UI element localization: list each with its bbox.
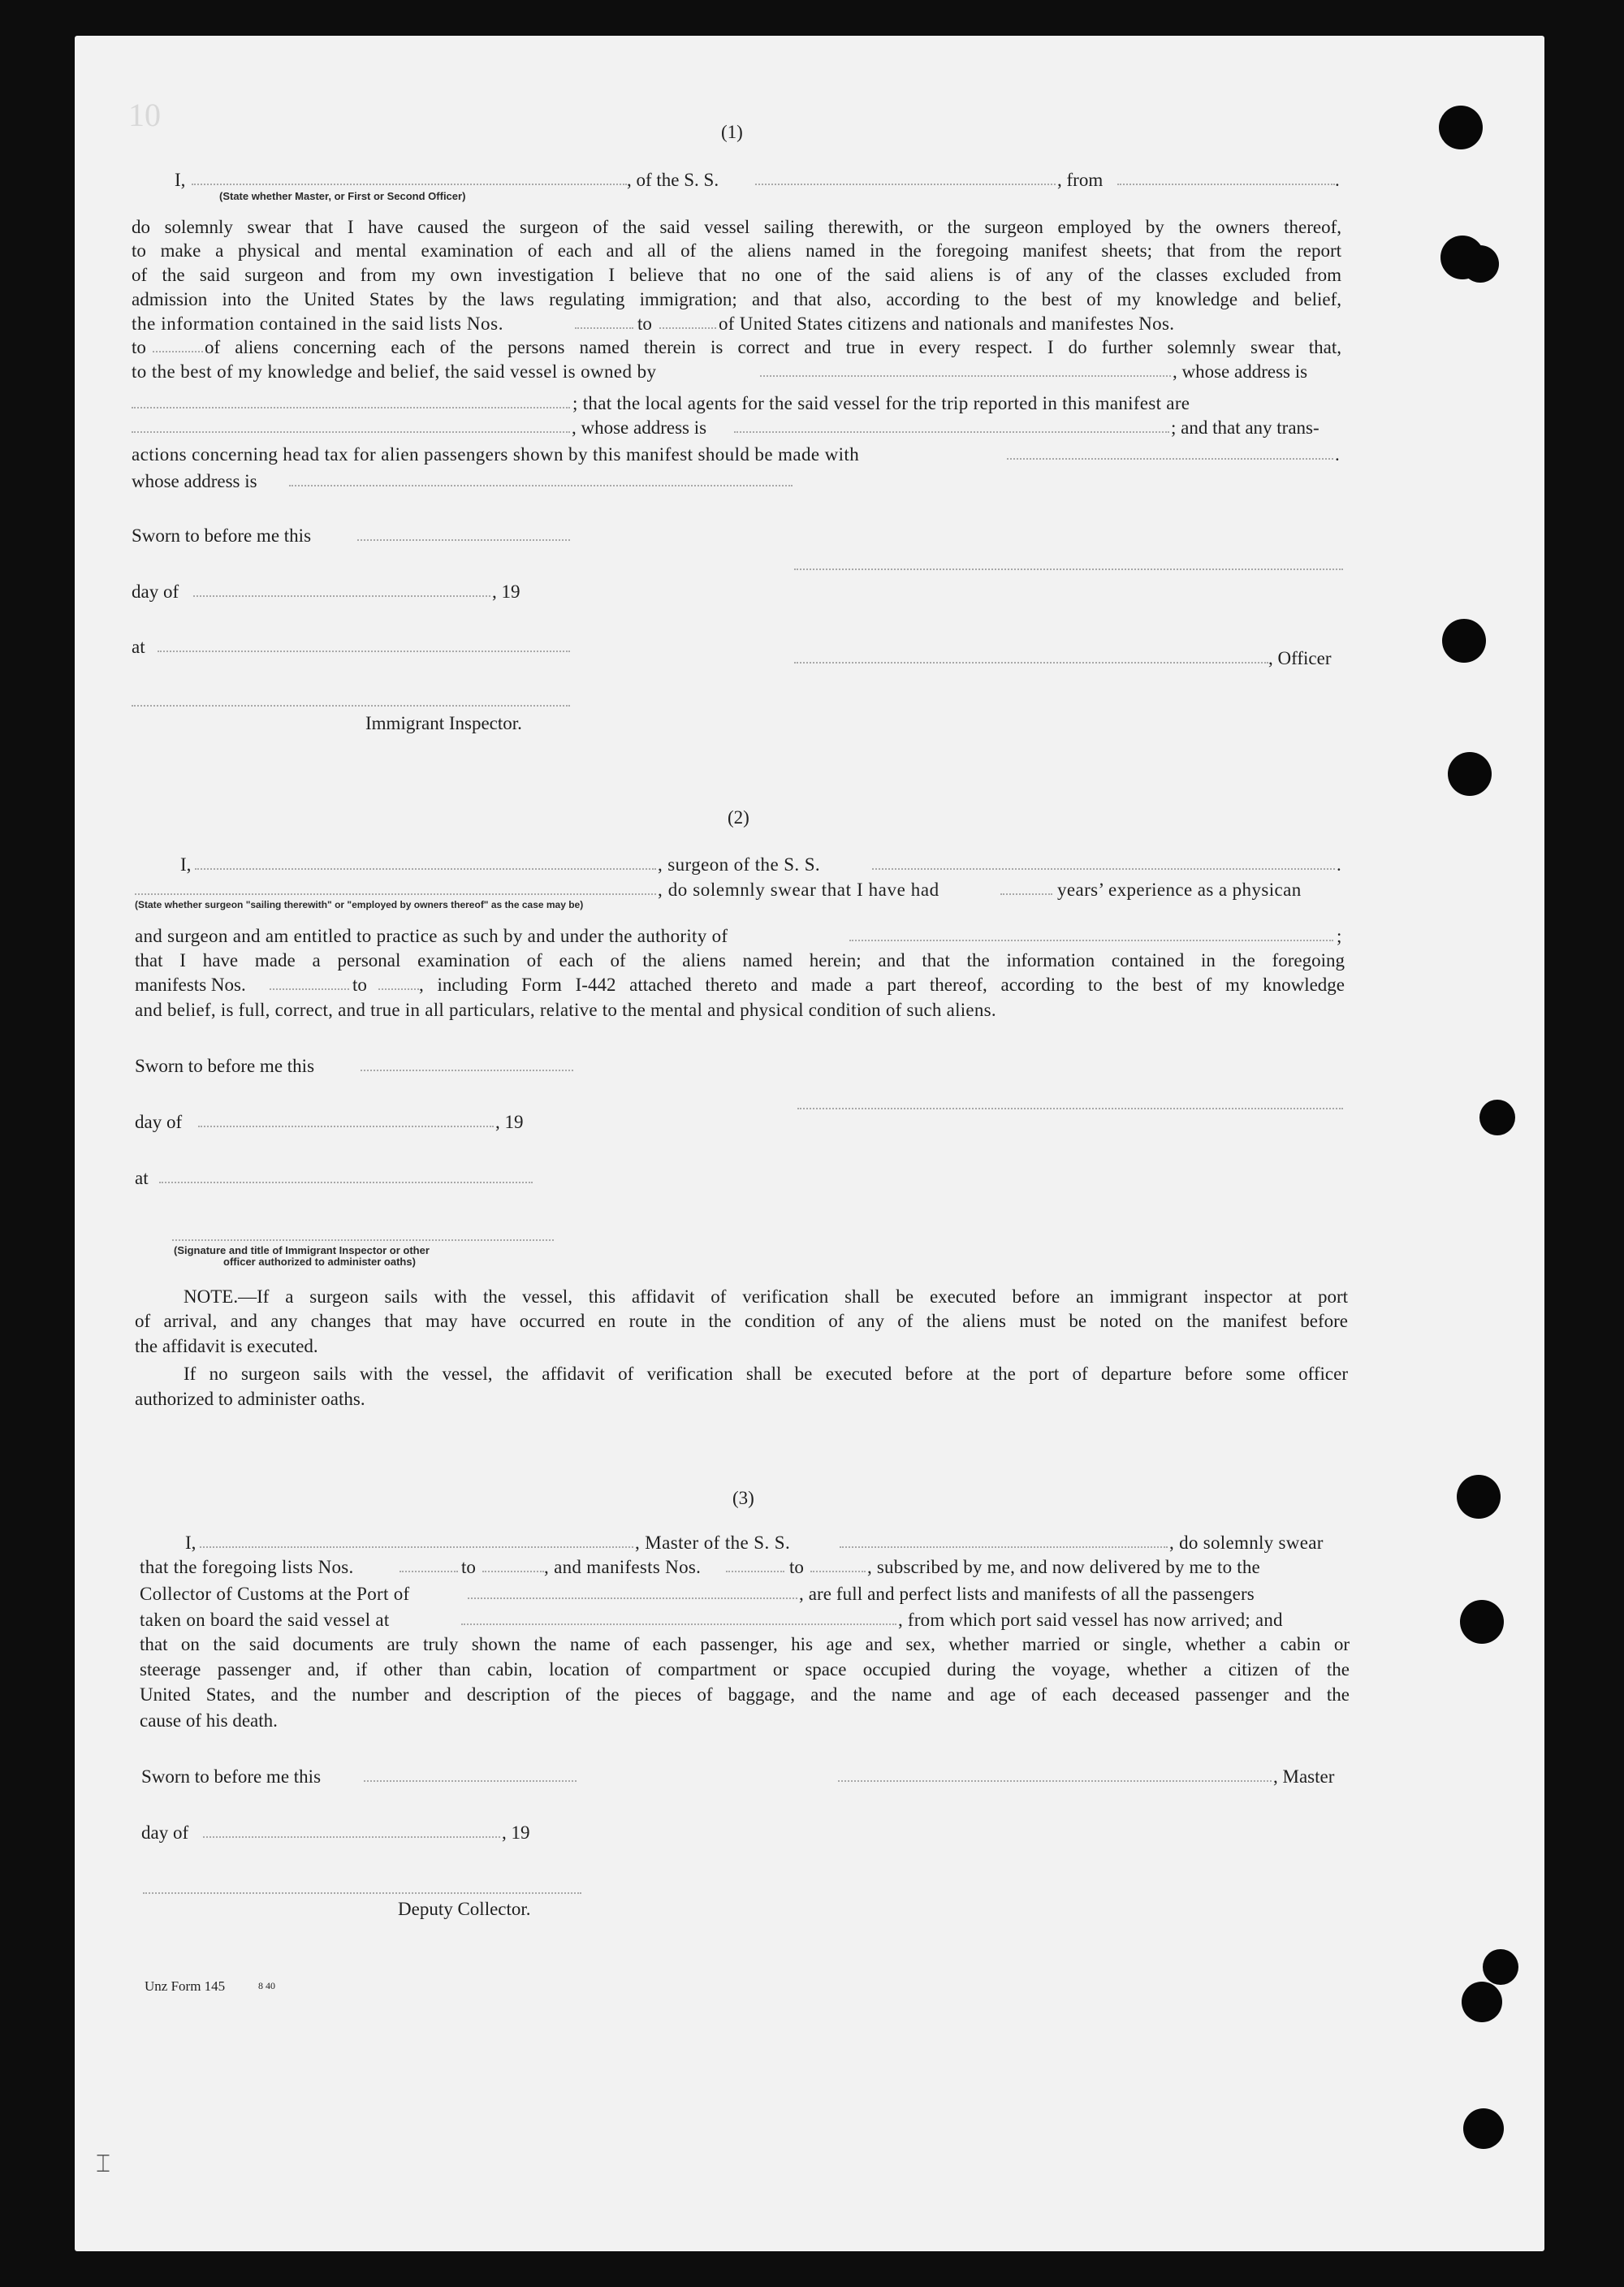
s1-para-line: do solemnly swear that I have caused the surgeon of the said vessel sailing therewith, or the surgeon employed by the owners thereof, xyxy=(132,217,1341,237)
s1-manifests-to-field[interactable] xyxy=(153,351,203,352)
s3-deputy-label: Deputy Collector. xyxy=(398,1899,531,1919)
s2-surgeon-signature-line[interactable] xyxy=(797,1108,1343,1109)
s1-label-i: I, xyxy=(175,170,186,190)
s1-text: to xyxy=(637,313,652,334)
s3-day-field[interactable] xyxy=(203,1836,500,1838)
s3-text: to xyxy=(461,1557,476,1577)
s1-text: , whose address is xyxy=(572,417,707,438)
s1-text: . xyxy=(1335,444,1340,465)
punch-hole xyxy=(1463,2108,1504,2149)
s1-para-line: admission into the United States by the laws regulating immigration; and that also, according to the best of my knowledge and belief, xyxy=(132,289,1341,309)
form-number: Unz Form 145 xyxy=(145,1978,226,1994)
s1-agents-field[interactable] xyxy=(132,431,570,433)
s2-inspector-signature-line[interactable] xyxy=(172,1239,554,1241)
s3-text: Collector of Customs at the Port of xyxy=(140,1584,410,1604)
s3-master-label: , Master xyxy=(1273,1766,1335,1787)
s3-dayof-label: day of xyxy=(141,1822,189,1843)
s3-text: that the foregoing lists Nos. xyxy=(140,1557,354,1577)
s3-manifests-from-field[interactable] xyxy=(726,1571,784,1572)
s3-text: , are full and perfect lists and manifests of all the passengers xyxy=(799,1584,1255,1604)
s1-from-field[interactable] xyxy=(1117,184,1335,185)
section-2-heading: (2) xyxy=(728,807,749,828)
s3-label-ss: , Master of the S. S. xyxy=(635,1533,791,1553)
s1-label-ss: , of the S. S. xyxy=(627,170,719,190)
s3-lists-to-field[interactable] xyxy=(482,1571,544,1572)
s3-text: , and manifests Nos. xyxy=(544,1557,702,1577)
s1-text: of United States citizens and nationals and manifestes Nos. xyxy=(719,313,1175,334)
s2-day-field[interactable] xyxy=(198,1126,494,1127)
s3-text: , from which port said vessel has now arrived; and xyxy=(898,1610,1283,1630)
s3-deputy-signature-line[interactable] xyxy=(143,1892,581,1894)
s1-text: , whose address is xyxy=(1173,361,1308,382)
s3-lists-from-field[interactable] xyxy=(400,1571,458,1572)
s1-inspector-signature-line[interactable] xyxy=(132,705,570,707)
s1-owner-address-field[interactable] xyxy=(132,407,570,409)
s1-text: whose address is xyxy=(132,471,257,491)
punch-hole xyxy=(1448,752,1492,796)
s1-text: actions concerning head tax for alien passengers shown by this manifest should be made with xyxy=(132,444,860,465)
s2-note-line: If no surgeon sails with the vessel, the affidavit of verification shall be executed before at the port of departure before some officer xyxy=(184,1364,1348,1384)
section-3-heading: (3) xyxy=(732,1488,754,1508)
s2-vessel-field[interactable] xyxy=(872,868,1335,870)
s3-manifests-to-field[interactable] xyxy=(810,1571,866,1572)
s2-para-line: and belief, is full, correct, and true in all particulars, relative to the mental and physical condition of such aliens. xyxy=(135,1000,996,1020)
s3-para-line: that on the said documents are truly shown the name of each passenger, his age and sex, whether married or single, whether a cabin or xyxy=(140,1634,1350,1654)
s3-year-label: , 19 xyxy=(502,1822,530,1843)
s1-vessel-field[interactable] xyxy=(755,184,1056,185)
s2-surgeon-type-field[interactable] xyxy=(135,893,656,895)
s1-owner-field[interactable] xyxy=(760,375,1171,377)
s2-manifests-from-field[interactable] xyxy=(270,988,349,990)
s2-note-line: authorized to administer oaths. xyxy=(135,1389,365,1409)
s1-para-line: to make a physical and mental examination of each and all of the aliens named in the foregoing manifest sheets; that from the report xyxy=(132,240,1341,261)
punch-hole xyxy=(1462,245,1499,283)
s1-agents-address-field[interactable] xyxy=(734,431,1169,433)
s3-master-signature-line[interactable] xyxy=(838,1780,1272,1782)
s2-year-label: , 19 xyxy=(495,1112,524,1132)
s2-surgeon-note: (State whether surgeon "sailing therewith" or "employed by owners thereof" as the case may be) xyxy=(135,899,584,910)
s1-officer-signature-line[interactable] xyxy=(794,569,1343,570)
s3-para-line: United States, and the number and description of the pieces of baggage, and the name and age of each deceased passenger and the xyxy=(140,1684,1350,1705)
s2-note-line: NOTE.—If a surgeon sails with the vessel, this affidavit of verification shall be executed before an immigrant inspector at port xyxy=(184,1286,1348,1307)
punch-hole xyxy=(1483,1949,1518,1985)
s3-vessel-field[interactable] xyxy=(840,1546,1168,1548)
s1-dayof-label: day of xyxy=(132,581,179,602)
scratch-mark-icon: ⌶ xyxy=(96,2151,110,2177)
s1-officer-label: , Officer xyxy=(1268,648,1332,668)
s1-para-line: of aliens concerning each of the persons named therein is correct and true in every respect. I do further solemnly swear that, xyxy=(205,337,1341,357)
s2-at-field[interactable] xyxy=(159,1182,533,1183)
s2-sworn-label: Sworn to before me this xyxy=(135,1056,315,1076)
s1-text: to the best of my knowledge and belief, the said vessel is owned by xyxy=(132,361,657,382)
s2-text: ; xyxy=(1337,926,1342,946)
s1-label-from: , from xyxy=(1057,170,1104,190)
s2-authority-field[interactable] xyxy=(849,940,1333,941)
s2-text: , do solemnly swear that I have had xyxy=(658,880,939,900)
s1-officer-note: (State whether Master, or First or Second Officer) xyxy=(219,190,466,202)
s2-para-line: , including Form I-442 attached thereto and made a part thereof, according to the best of my knowledge xyxy=(419,975,1345,995)
s1-para-line: of the said surgeon and from my own investigation I believe that no one of the said aliens is of any of the classes excluded from xyxy=(132,265,1341,285)
s1-text: to xyxy=(132,337,146,357)
s1-headtax-field[interactable] xyxy=(1007,458,1333,460)
s3-text: taken on board the said vessel at xyxy=(140,1610,390,1630)
s1-lists-to-field[interactable] xyxy=(659,327,716,329)
s3-label-i: I, xyxy=(185,1533,197,1553)
s2-label-ss: , surgeon of the S. S. xyxy=(658,854,821,875)
punch-hole xyxy=(1462,1982,1502,2022)
s3-text: , subscribed by me, and now delivered by me to the xyxy=(867,1557,1260,1577)
s2-text: and surgeon and am entitled to practice as such by and under the authority of xyxy=(135,926,728,946)
s3-label-swear: , do solemnly swear xyxy=(1169,1533,1324,1553)
s2-dayof-label: day of xyxy=(135,1112,183,1132)
s1-text: ; that the local agents for the said vessel for the trip reported in this manifest are xyxy=(572,393,1190,413)
s2-signature-note: officer authorized to administer oaths) xyxy=(223,1256,416,1268)
s2-years-field[interactable] xyxy=(1000,893,1052,895)
s3-master-name-field[interactable] xyxy=(200,1546,633,1548)
s3-port-field[interactable] xyxy=(468,1597,797,1599)
punch-hole xyxy=(1460,1600,1504,1644)
s2-label-i: I, xyxy=(180,854,192,875)
s2-text: manifests Nos. xyxy=(135,975,246,995)
s3-sworn-field[interactable] xyxy=(364,1780,577,1782)
punch-hole xyxy=(1439,106,1483,149)
s1-sworn-field[interactable] xyxy=(357,539,570,541)
s1-text: the information contained in the said lists Nos. xyxy=(132,313,504,334)
form-date: 8 40 xyxy=(258,1980,275,1991)
s3-departure-port-field[interactable] xyxy=(461,1623,896,1625)
s1-at-field[interactable] xyxy=(158,651,570,652)
s1-day-field[interactable] xyxy=(193,595,490,597)
section-1-heading: (1) xyxy=(721,122,743,142)
s2-label-end: . xyxy=(1337,854,1341,875)
s1-lists-from-field[interactable] xyxy=(575,327,633,329)
s2-sworn-field[interactable] xyxy=(361,1070,573,1071)
s1-label-end: . xyxy=(1335,170,1340,190)
s2-text: years’ experience as a physican xyxy=(1057,880,1302,900)
s2-note-line: the affidavit is executed. xyxy=(135,1336,318,1356)
corner-mark-icon: 10 xyxy=(128,97,161,133)
s2-at-label: at xyxy=(135,1168,149,1188)
s1-officer-field[interactable] xyxy=(192,184,627,185)
s2-note-line: of arrival, and any changes that may have occurred en route in the condition of any of the aliens must be noted on the manifest before xyxy=(135,1311,1348,1331)
s2-manifests-to-field[interactable] xyxy=(378,988,419,990)
s1-sworn-label: Sworn to before me this xyxy=(132,525,312,546)
s3-text: to xyxy=(789,1557,804,1577)
s3-sworn-label: Sworn to before me this xyxy=(141,1766,322,1787)
punch-hole xyxy=(1442,619,1486,663)
s1-inspector-label: Immigrant Inspector. xyxy=(365,713,522,733)
s2-surgeon-name-field[interactable] xyxy=(195,868,656,870)
s1-year-label: , 19 xyxy=(492,581,520,602)
s3-para-line: steerage passenger and, if other than cabin, location of compartment or space occupied during the voyage, whether a citizen of the xyxy=(140,1659,1350,1680)
s1-officer-name-line[interactable] xyxy=(794,662,1268,664)
s1-at-label: at xyxy=(132,637,145,657)
punch-hole xyxy=(1457,1475,1501,1519)
punch-hole xyxy=(1479,1100,1515,1135)
s1-text: ; and that any trans- xyxy=(1171,417,1320,438)
s2-text: to xyxy=(352,975,367,995)
s3-para-line: cause of his death. xyxy=(140,1710,278,1731)
s2-signature-note: (Signature and title of Immigrant Inspector or other xyxy=(174,1244,430,1256)
s1-headtax-address-field[interactable] xyxy=(289,485,793,486)
s2-para-line: that I have made a personal examination of each of the aliens named herein; and that the information contained in the foregoing xyxy=(135,950,1345,971)
